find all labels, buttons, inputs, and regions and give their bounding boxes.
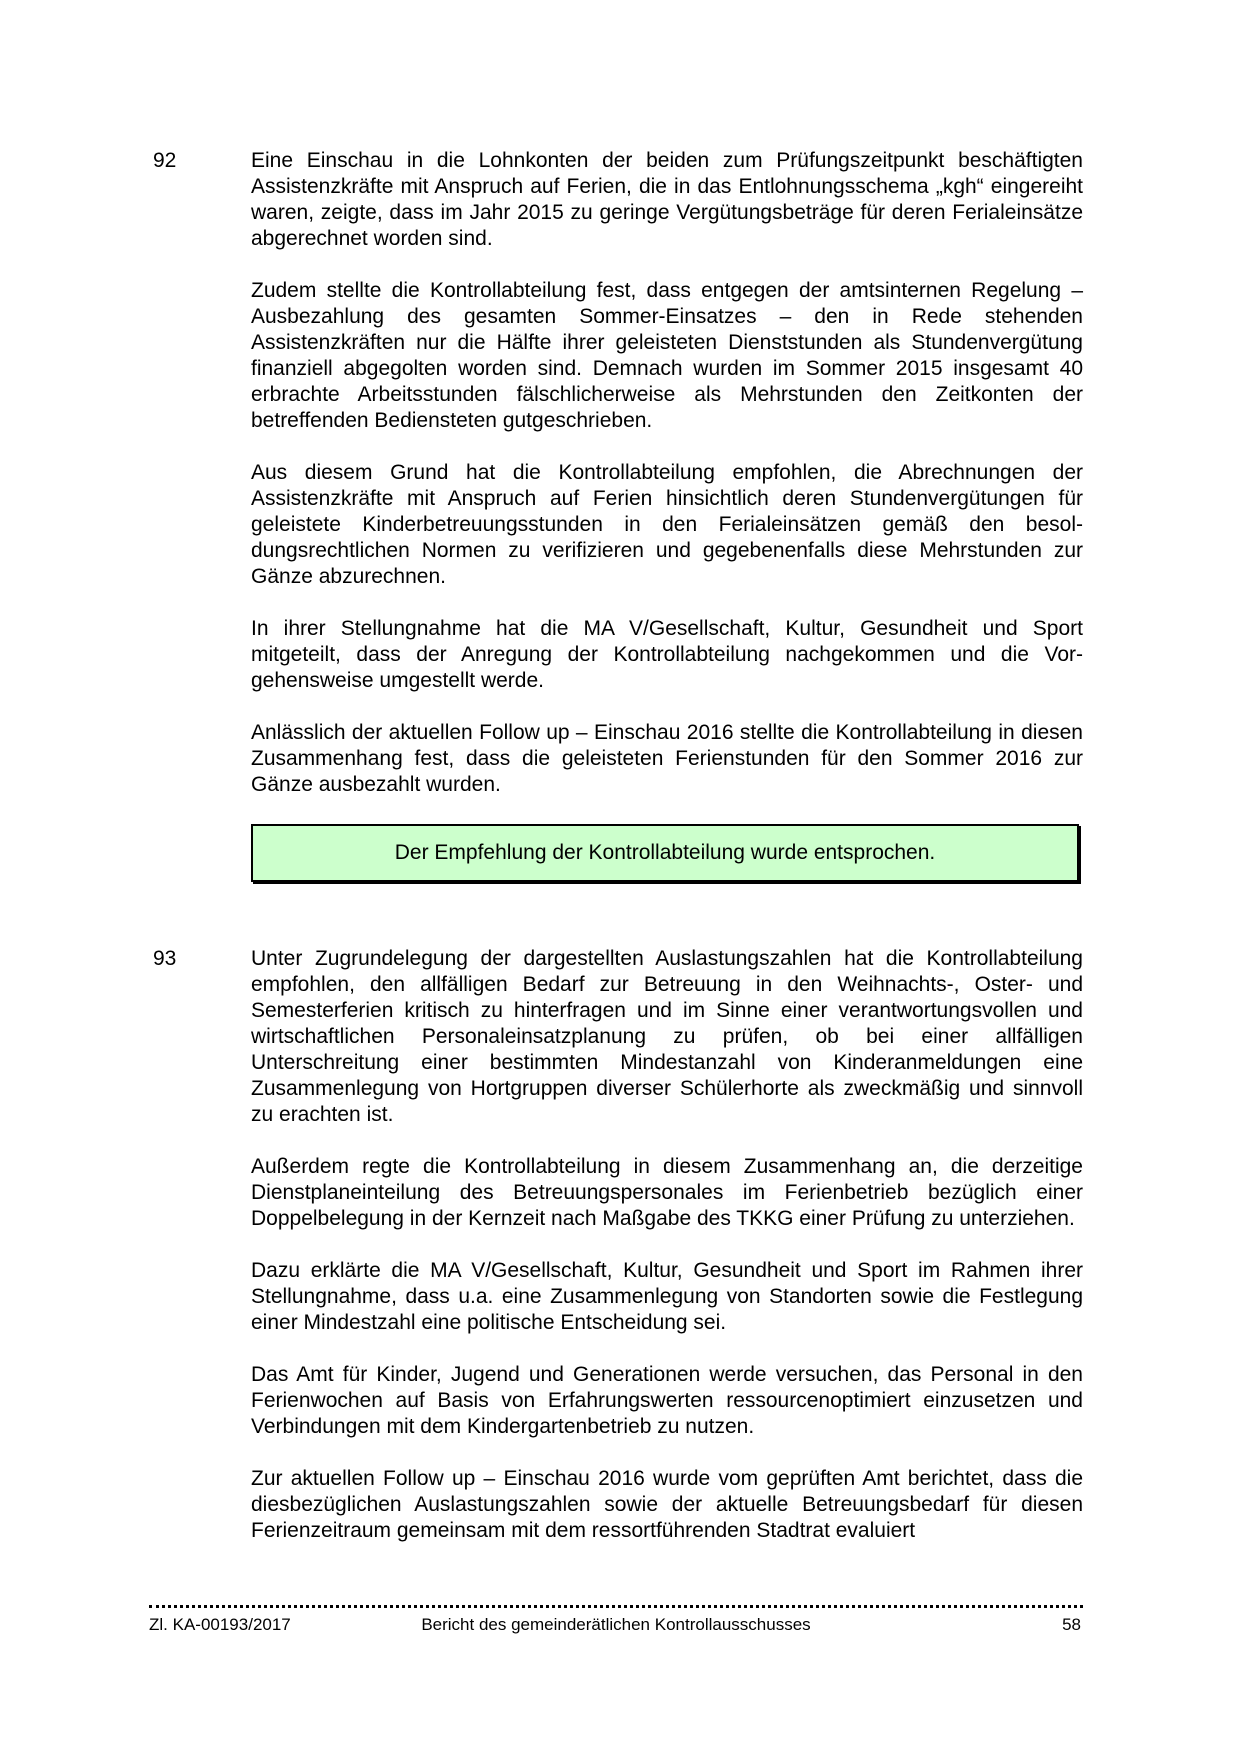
paragraph: Eine Einschau in die Lohnkonten der beiden zum Prüfungszeitpunkt beschäftigten Assistenzkräfte mit Anspruch auf Ferien, die in das Entlohnungsschema „kgh“ eingereiht waren, zeigte, dass im Jahr 2015 zu geringe Vergütungsbeträge für deren Ferialeinsätze abgerechnet worden sind.: [251, 149, 1083, 250]
paragraph: Unter Zugrundelegung der dargestellten Auslastungszahlen hat die Kontrollabteilung empfohlen, den allfälligen Bedarf zur Betreuung in den Weihnachts-, Oster- und Semesterferien kritisch zu hinterfragen und im Sinne einer verantwortungsvollen und wirtschaftlichen Personaleinsatzplanung zu prüfen, ob bei einer allfälligen Unterschreitung einer bestimmten Mindestanzahl von Kinderanmeldungen eine Zusammenlegung von Hortgruppen diverser Schülerhorte als zweckmäßig und sinnvoll zu erachten ist.: [251, 947, 1083, 1126]
section-number: 93: [153, 947, 177, 970]
section-number: 92: [153, 149, 177, 172]
paragraph: Anlässlich der aktuellen Follow up – Einschau 2016 stellte die Kontrollabteilung in diesen Zusammenhang fest, dass die geleisteten Ferienstunden für den Sommer 2016 zur Gänze ausbezahlt wurden.: [251, 721, 1083, 796]
paragraph: Außerdem regte die Kontrollabteilung in diesem Zusammenhang an, die derzeitige Dienstplaneinteilung des Betreuungspersonales im Ferienbetrieb bezüglich einer Doppelbelegung in der Kernzeit nach Maßgabe des TKKG einer Prüfung zu unterziehen.: [251, 1155, 1083, 1230]
footer-divider: [149, 1605, 1083, 1608]
page-footer: [149, 1613, 1083, 1637]
footer-reference: Zl. KA-00193/2017: [149, 1615, 291, 1634]
paragraph: In ihrer Stellungnahme hat die MA V/Gesellschaft, Kultur, Gesundheit und Sport mitgeteilt, dass der Anregung der Kontrollabteilung nachgekommen und die Vorgehensweise umgestellt werde.: [251, 617, 1083, 692]
paragraph: Dazu erklärte die MA V/Gesellschaft, Kultur, Gesundheit und Sport im Rahmen ihrer Stellungnahme, dass u.a. eine Zusammenlegung von Standorten sowie die Festlegung einer Mindestzahl eine politische Entscheidung sei.: [251, 1259, 1083, 1334]
paragraph: Zur aktuellen Follow up – Einschau 2016 wurde vom geprüften Amt berichtet, dass die diesbezüglichen Auslastungszahlen sowie der aktuelle Betreuungsbedarf für diesen Ferienzeitraum gemeinsam mit dem ressortführenden Stadtrat evaluiert: [251, 1467, 1083, 1542]
paragraph: Aus diesem Grund hat die Kontrollabteilung empfohlen, die Abrechnungen der Assistenzkräfte mit Anspruch auf Ferien hinsichtlich deren Stundenvergütungen für geleistete Kinderbetreuungsstunden in den Ferialeinsätzen gemäß den besoldungsrechtlichen Normen zu verifizieren und gegebenenfalls diese Mehrstunden zur Gänze abzurechnen.: [251, 461, 1083, 588]
page-number: 58: [1062, 1615, 1081, 1634]
paragraph: Das Amt für Kinder, Jugend und Generationen werde versuchen, das Personal in den Ferienwochen auf Basis von Erfahrungswerten ressourcenoptimiert einzusetzen und Verbindungen mit dem Kindergartenbetrieb zu nutzen.: [251, 1363, 1083, 1438]
section-body: [251, 946, 1083, 1544]
result-text: Der Empfehlung der Kontrollabteilung wurde entsprochen.: [394, 841, 936, 864]
footer-title: Bericht des gemeinderätlichen Kontrollausschusses: [421, 1615, 811, 1634]
result-box: [251, 824, 1079, 882]
paragraph: Zudem stellte die Kontrollabteilung fest, dass entgegen der amtsinternen Regelung – Ausbezahlung des gesamten Sommer-Einsatzes – den in Rede stehenden Assistenzkräften nur die Hälfte ihrer geleisteten Dienststunden als Stundenvergütung finanziell abgegolten worden sind. Demnach wurden im Sommer 2015 insgesamt 40 erbrachte Arbeitsstunden fälschlicherweise als Mehrstunden den Zeitkonten der betreffenden Bediensteten gutgeschrieben.: [251, 279, 1083, 432]
section-body: [251, 148, 1083, 882]
